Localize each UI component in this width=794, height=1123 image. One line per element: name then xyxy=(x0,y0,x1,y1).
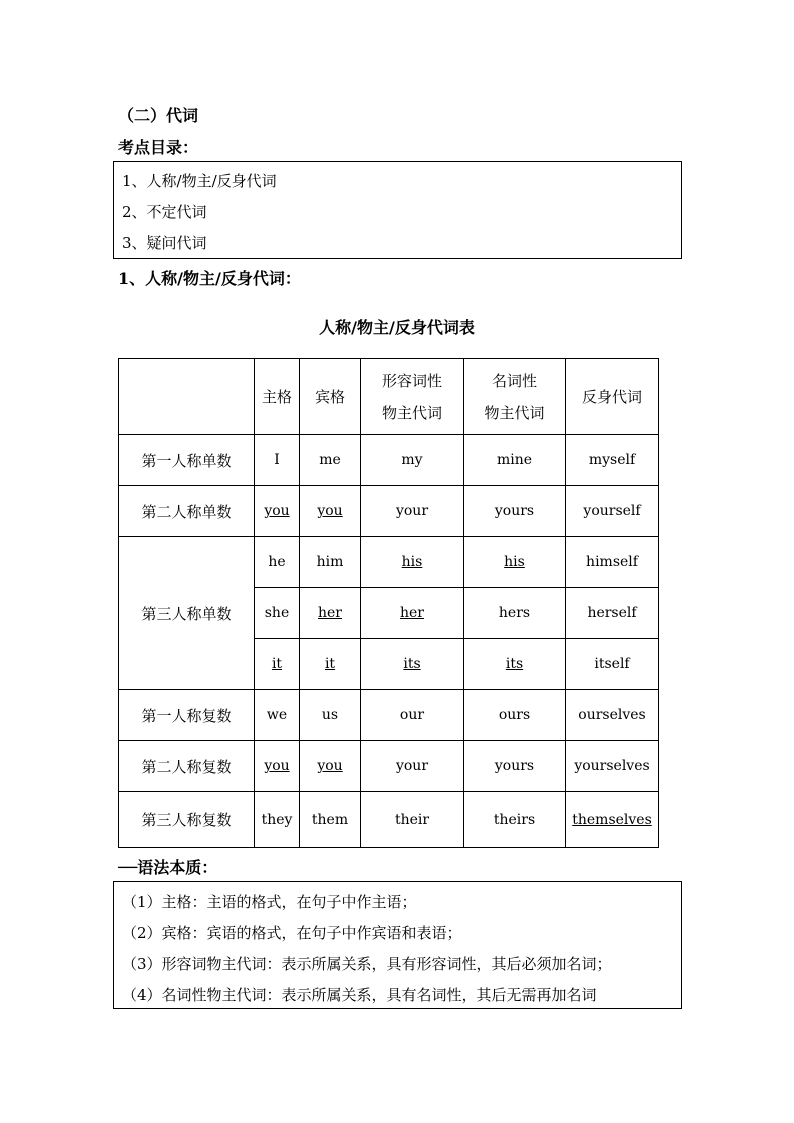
header-cell: 形容词性 物主代词 xyxy=(361,359,464,435)
table-cell: its xyxy=(464,639,566,690)
toc-box xyxy=(113,161,682,259)
table-cell: you xyxy=(300,741,361,792)
table-cell: we xyxy=(255,690,300,741)
table-cell: its xyxy=(361,639,464,690)
table-cell: your xyxy=(361,486,464,537)
section-title: （二）代词 xyxy=(118,106,199,125)
row-label: 第三人称单数 xyxy=(119,537,255,690)
table-cell: he xyxy=(255,537,300,588)
table-cell: myself xyxy=(566,435,659,486)
grammar-item: （3）形容词物主代词：表示所属关系，具有形容词性，其后必须加名词； xyxy=(122,955,612,973)
row-label: 第二人称复数 xyxy=(119,741,255,792)
toc-item: 2、不定代词 xyxy=(122,203,207,221)
table-row xyxy=(119,690,659,741)
table-row xyxy=(119,537,659,588)
row-label: 第一人称复数 xyxy=(119,690,255,741)
table-cell: they xyxy=(255,792,300,848)
header-cell: 宾格 xyxy=(300,359,361,435)
table-cell: I xyxy=(255,435,300,486)
table-cell: she xyxy=(255,588,300,639)
table-cell: yours xyxy=(464,741,566,792)
table-cell: themselves xyxy=(566,792,659,848)
grammar-heading: ──语法本质： xyxy=(118,858,218,877)
row-label: 第三人称复数 xyxy=(119,792,255,848)
table-cell: hers xyxy=(464,588,566,639)
table-cell: us xyxy=(300,690,361,741)
table-cell: it xyxy=(255,639,300,690)
table-header-row xyxy=(119,359,659,435)
table-cell: them xyxy=(300,792,361,848)
table-cell: me xyxy=(300,435,361,486)
grammar-box xyxy=(113,881,682,1009)
header-cell xyxy=(119,359,255,435)
section1-heading: 1、人称/物主/反身代词： xyxy=(118,269,301,288)
table-cell: yourselves xyxy=(566,741,659,792)
pronoun-table xyxy=(118,358,659,848)
table-cell: his xyxy=(464,537,566,588)
table-cell: you xyxy=(300,486,361,537)
table-cell: you xyxy=(255,486,300,537)
row-label: 第一人称单数 xyxy=(119,435,255,486)
table-cell: your xyxy=(361,741,464,792)
table-cell: it xyxy=(300,639,361,690)
table-cell: yours xyxy=(464,486,566,537)
grammar-item: （2）宾格：宾语的格式，在句子中作宾语和表语； xyxy=(122,924,462,942)
grammar-item: （4）名词性物主代词：表示所属关系，具有名词性，其后无需再加名词 xyxy=(122,986,597,1004)
table-row xyxy=(119,792,659,848)
row-label: 第二人称单数 xyxy=(119,486,255,537)
table-cell: mine xyxy=(464,435,566,486)
table-cell: you xyxy=(255,741,300,792)
table-cell: theirs xyxy=(464,792,566,848)
header-cell: 主格 xyxy=(255,359,300,435)
table-cell: my xyxy=(361,435,464,486)
toc-item: 1、人称/物主/反身代词 xyxy=(122,172,277,190)
toc-item: 3、疑问代词 xyxy=(122,234,207,252)
table-cell: herself xyxy=(566,588,659,639)
table-cell: our xyxy=(361,690,464,741)
table-cell: him xyxy=(300,537,361,588)
table-cell: her xyxy=(361,588,464,639)
table-cell: his xyxy=(361,537,464,588)
table-row xyxy=(119,486,659,537)
table-caption: 人称/物主/反身代词表 xyxy=(319,318,475,337)
table-cell: her xyxy=(300,588,361,639)
header-cell: 名词性 物主代词 xyxy=(464,359,566,435)
header-cell: 反身代词 xyxy=(566,359,659,435)
table-cell: ourselves xyxy=(566,690,659,741)
table-cell: himself xyxy=(566,537,659,588)
table-cell: ours xyxy=(464,690,566,741)
toc-heading: 考点目录： xyxy=(118,138,199,157)
table-row xyxy=(119,741,659,792)
table-cell: their xyxy=(361,792,464,848)
table-cell: itself xyxy=(566,639,659,690)
table-cell: yourself xyxy=(566,486,659,537)
table-row xyxy=(119,435,659,486)
grammar-item: （1）主格：主语的格式，在句子中作主语； xyxy=(122,893,417,911)
